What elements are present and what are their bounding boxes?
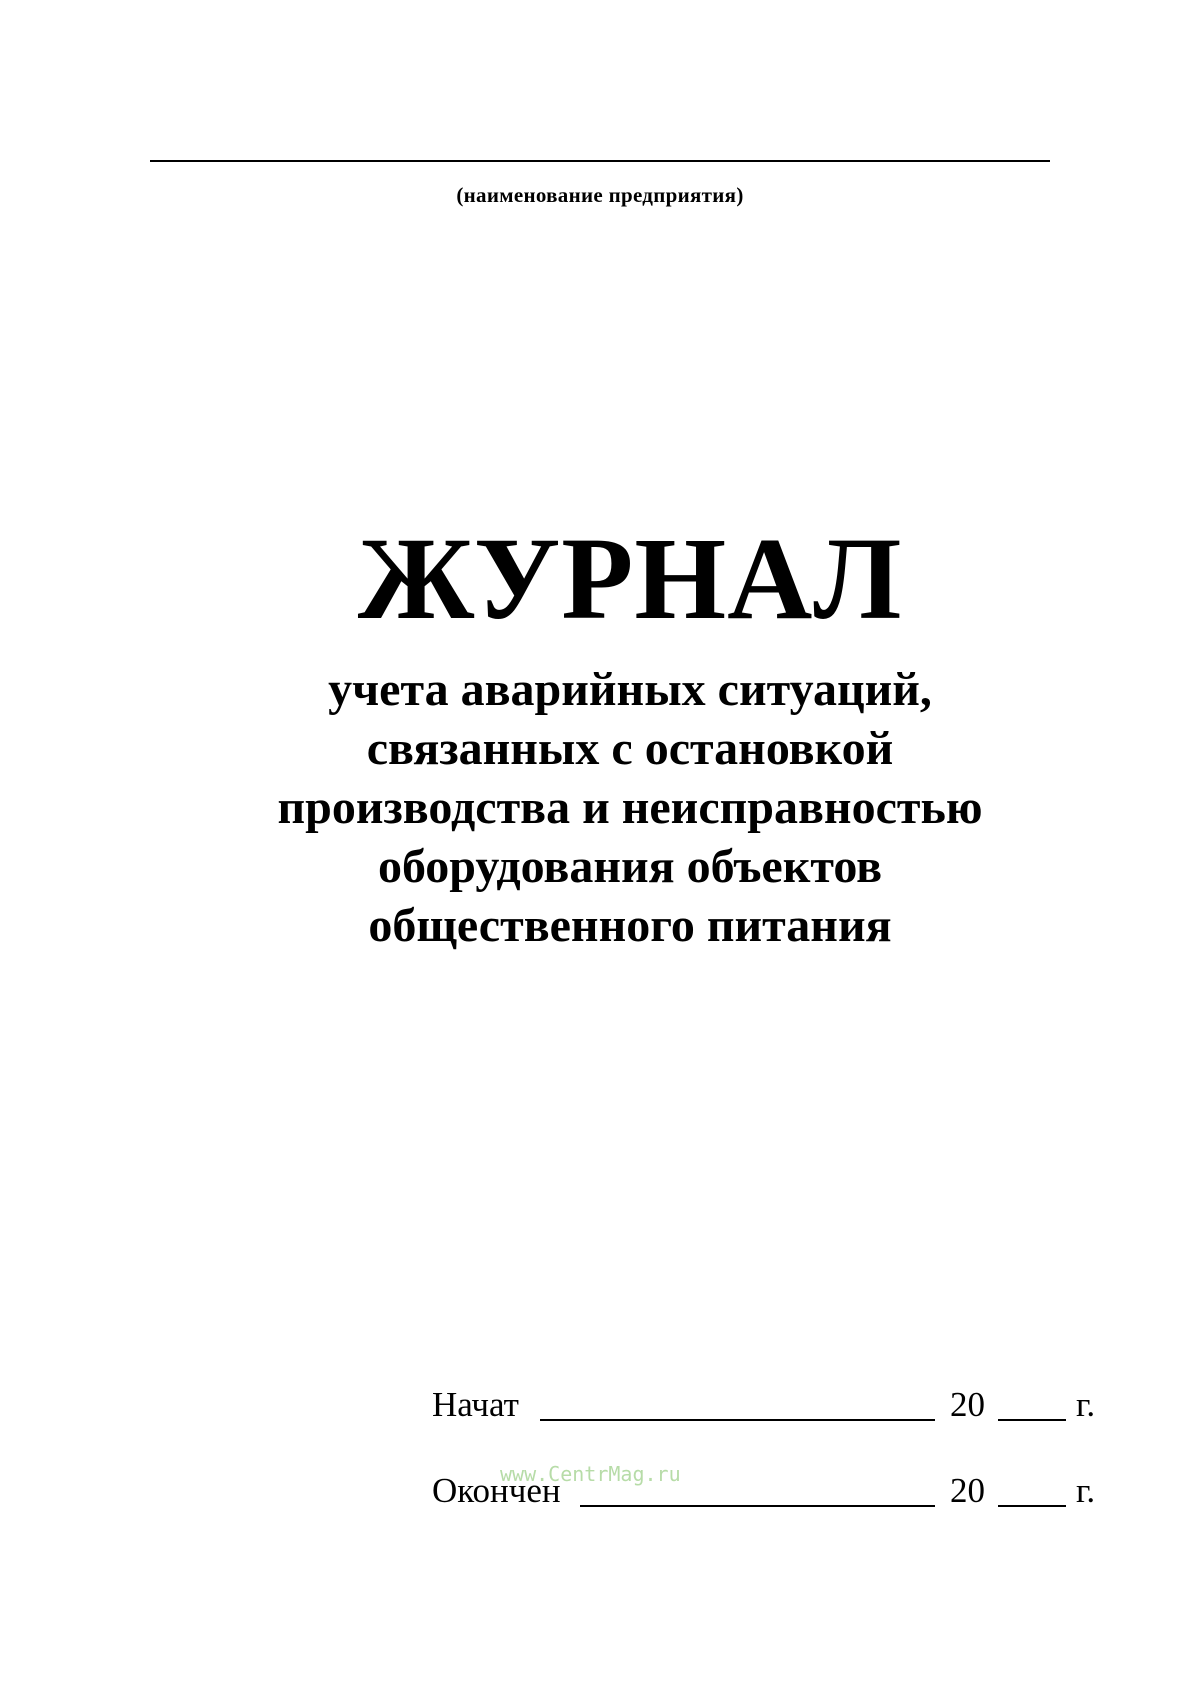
subtitle-line: производства и неисправностью	[277, 781, 983, 834]
organization-name-caption: (наименование предприятия)	[456, 183, 744, 207]
website-watermark: www.CentrMag.ru	[500, 1462, 681, 1486]
start-date-row	[432, 1385, 1112, 1471]
subtitle-line: общественного питания	[368, 899, 892, 952]
subtitle-line: связанных с остановкой	[366, 722, 894, 775]
end-year-suffix: г.	[1076, 1471, 1096, 1510]
end-year-blank-line	[998, 1471, 1066, 1507]
end-year-prefix: 20	[950, 1471, 985, 1510]
subtitle-line: учета аварийных ситуаций,	[328, 663, 932, 716]
start-year-suffix: г.	[1076, 1385, 1096, 1424]
subtitle-line: оборудования объектов	[377, 840, 883, 893]
document-subtitle	[150, 660, 1110, 955]
start-date-label: Начат	[432, 1385, 519, 1424]
start-date-blank-line	[540, 1385, 935, 1421]
start-year-prefix: 20	[950, 1385, 985, 1424]
organization-name-line	[150, 160, 1050, 162]
document-title: ЖУРНАЛ	[357, 513, 903, 644]
end-date-label: Окончен	[432, 1471, 561, 1510]
start-year-blank-line	[998, 1385, 1066, 1421]
